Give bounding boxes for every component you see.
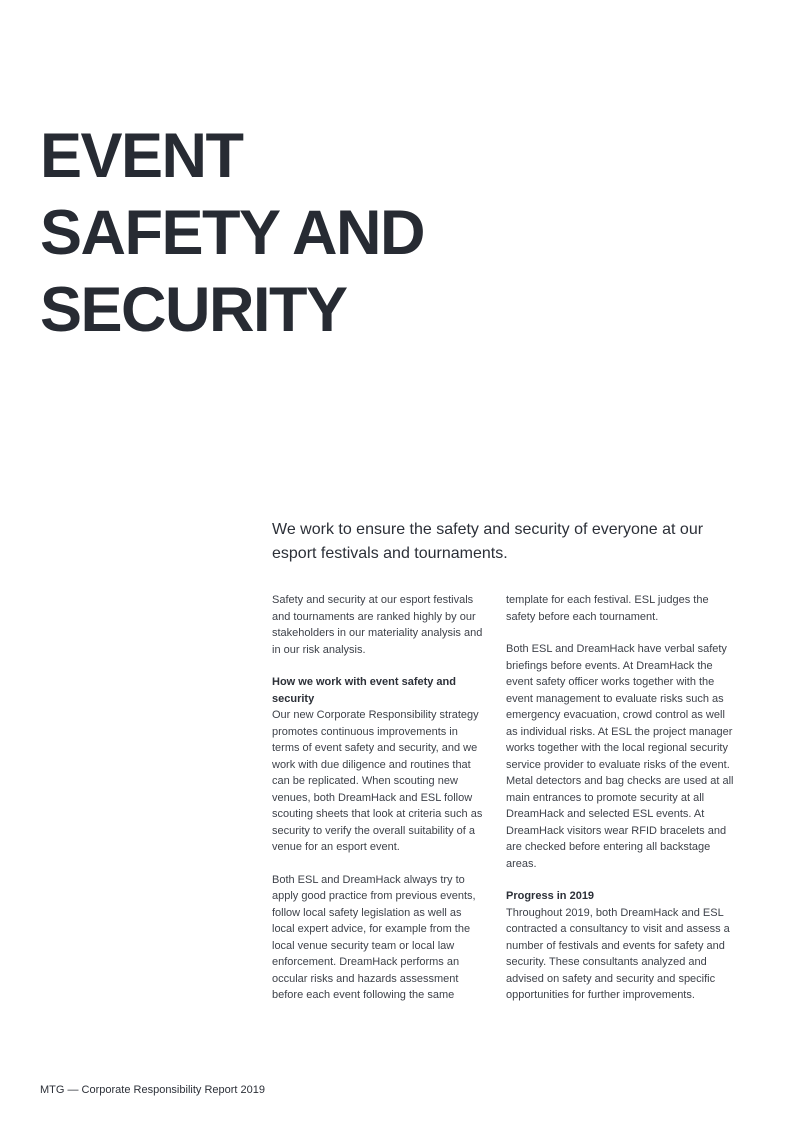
paragraph-progress: Throughout 2019, both DreamHack and ESL contracted a consultancy to visit and assess a number of festivals and events for safety and security. These consultants analyzed and advised on safety and security and specific opportunities for further improvements. [506, 906, 730, 1001]
left-column [272, 592, 484, 1020]
paragraph-template: template for each festival. ESL judges the safety before each tournament. [506, 594, 709, 623]
paragraph-intro-safety: Safety and security at our esport festivals and tournaments are ranked highly by our stakeholders in our materiality analysis and in our risk analysis. [272, 594, 483, 656]
intro-text: We work to ensure the safety and security of everyone at our esport festivals and tournaments. [272, 521, 704, 562]
paragraph-briefings: Both ESL and DreamHack have verbal safety briefings before events. At DreamHack the event safety officer works together with the event management to evaluate risks such as emergency evacuation, crowd control as well as individual risks. At ESL the project manager works together with the local regional security service provider to evaluate risks of the event. Metal detectors and bag checks are used at all main entrances to promote security at all DreamHack and selected ESL events. At DreamHack visitors wear RFID bracelets and are checked before entering all backstage areas. [506, 643, 734, 870]
paragraph-good-practice: Both ESL and DreamHack always try to apply good practice from previous events, follow local safety legislation as well as local expert advice, for example from the local venue security team or local law enforcement. DreamHack performs an occular risks and hazards assessment before each event following the same [272, 873, 476, 1001]
body-columns [272, 592, 734, 1020]
right-column [506, 592, 734, 1020]
section-heading-progress-2019: Progress in 2019 [506, 890, 595, 902]
page-title [40, 118, 424, 349]
section-heading-how-we-work: How we work with event safety and security [272, 676, 456, 705]
page-footer: MTG — Corporate Responsibility Report 2019 [40, 1084, 265, 1096]
page-title-line-2: SAFETY AND [40, 198, 425, 268]
paragraph-strategy: Our new Corporate Responsibility strategy promotes continuous improvements in terms of event safety and security, and we work with due diligence and routines that can be replicated. When scouting new venues, both DreamHack and ESL follow scouting sheets that look at criteria such as security to verify the overall suitability of a venue for an esport event. [272, 709, 483, 853]
page-title-line-1: EVENT [40, 121, 243, 191]
page-title-line-3: SECURITY [40, 275, 347, 345]
